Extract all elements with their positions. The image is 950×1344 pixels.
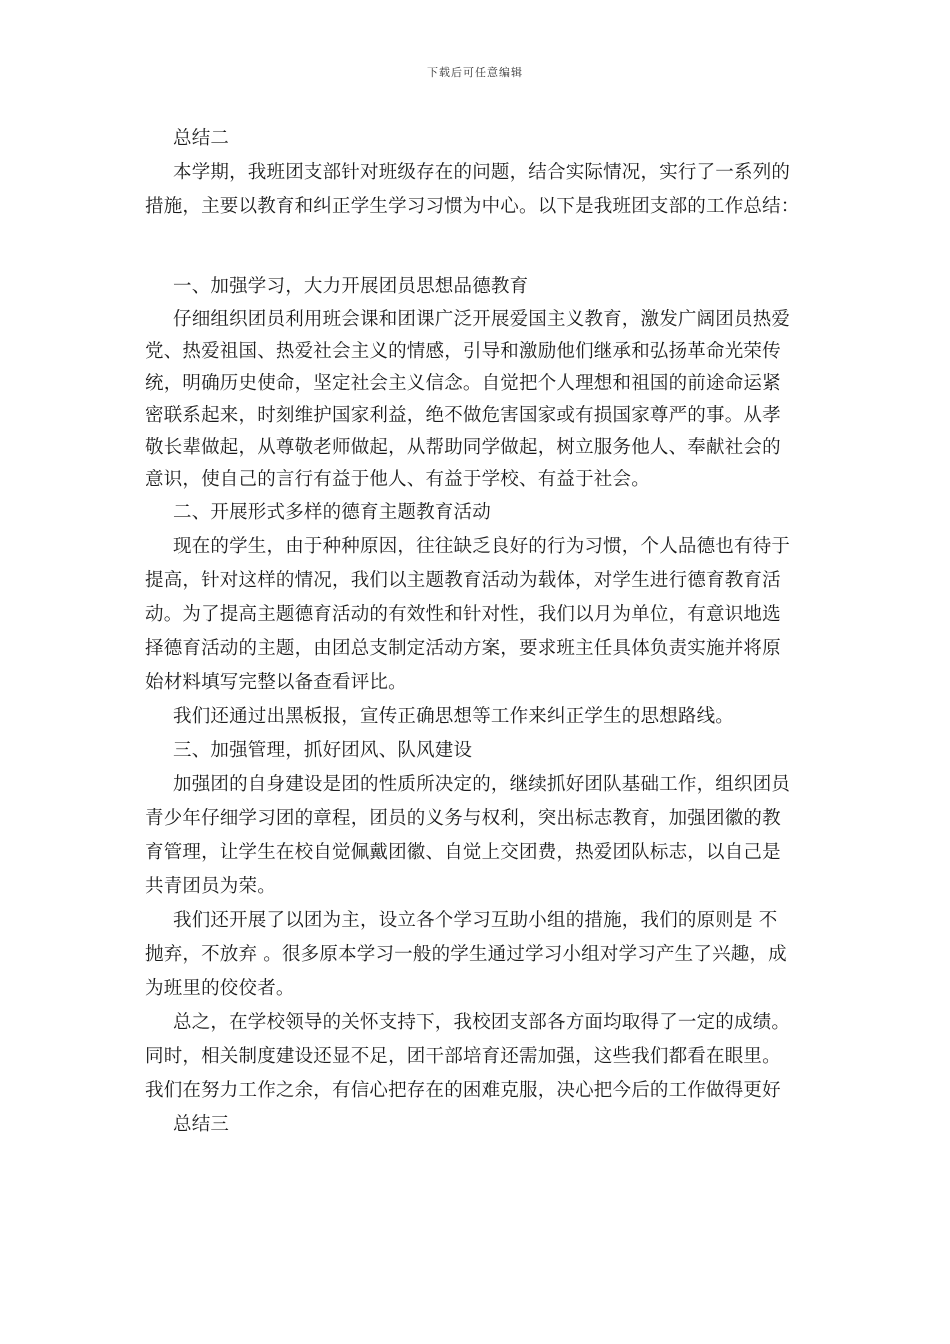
intro-paragraph-line: 措施，主要以教育和纠正学生学习习惯为中心。以下是我班团支部的工作总结： bbox=[145, 196, 800, 217]
paragraph-line: 现在的学生，由于种种原因，往往缺乏良好的行为习惯，个人品德也有待于 bbox=[173, 536, 791, 557]
paragraph-line: 青少年仔细学习团的章程，团员的义务与权利，突出标志教育，加强团徽的教 bbox=[145, 808, 781, 829]
paragraph-spacer bbox=[145, 224, 825, 270]
page-header-note: 下载后可任意编辑 bbox=[427, 66, 523, 79]
paragraph-line: 总之，在学校领导的关怀支持下，我校团支部各方面均取得了一定的成绩。 bbox=[173, 1012, 791, 1033]
paragraph-line: 抛弃，不放弃 。很多原本学习一般的学生通过学习小组对学习产生了兴趣，成 bbox=[145, 944, 787, 965]
document-body bbox=[145, 122, 825, 1142]
intro-paragraph-line: 本学期，我班团支部针对班级存在的问题，结合实际情况，实行了一系列的 bbox=[173, 162, 791, 183]
paragraph-line: 敬长辈做起，从尊敬老师做起，从帮助同学做起，树立服务他人、奉献社会的 bbox=[145, 437, 781, 458]
paragraph-line: 党、热爱祖国、热爱社会主义的情感，引导和激励他们继承和弘扬革命光荣传 bbox=[145, 341, 781, 362]
heading-two: 二、开展形式多样的德育主题教育活动 bbox=[173, 502, 491, 523]
section-title-summary-three: 总结三 bbox=[173, 1114, 230, 1135]
paragraph-line: 加强团的自身建设是团的性质所决定的，继续抓好团队基础工作，组织团员 bbox=[173, 774, 791, 795]
paragraph-line: 共青团员为荣。 bbox=[145, 876, 276, 897]
heading-three: 三、加强管理，抓好团风、队风建设 bbox=[173, 740, 473, 761]
paragraph-line: 我们还通过出黑板报，宣传正确思想等工作来纠正学生的思想路线。 bbox=[173, 706, 735, 727]
section-title-summary-two: 总结二 bbox=[173, 128, 230, 149]
paragraph-line: 提高，针对这样的情况，我们以主题教育活动为载体，对学生进行德育教育活 bbox=[145, 570, 781, 591]
paragraph-line: 仔细组织团员利用班会课和团课广泛开展爱国主义教育，激发广阔团员热爱 bbox=[173, 309, 791, 330]
paragraph-line: 择德育活动的主题，由团总支制定活动方案，要求班主任具体负责实施并将原 bbox=[145, 638, 781, 659]
paragraph-line: 动。为了提高主题德育活动的有效性和针对性，我们以月为单位，有意识地选 bbox=[145, 604, 781, 625]
paragraph-line: 育管理，让学生在校自觉佩戴团徽、自觉上交团费，热爱团队标志，以自己是 bbox=[145, 842, 781, 863]
paragraph-line: 意识，使自己的言行有益于他人、有益于学校、有益于社会。 bbox=[145, 469, 650, 490]
heading-one: 一、加强学习，大力开展团员思想品德教育 bbox=[173, 276, 529, 297]
paragraph-line: 为班里的佼佼者。 bbox=[145, 978, 295, 999]
paragraph-line: 密联系起来，时刻维护国家利益，绝不做危害国家或有损国家尊严的事。从孝 bbox=[145, 405, 781, 426]
paragraph-line: 统，明确历史使命，坚定社会主义信念。自觉把个人理想和祖国的前途命运紧 bbox=[145, 373, 781, 394]
paragraph-line: 我们在努力工作之余，有信心把存在的困难克服，决心把今后的工作做得更好 bbox=[145, 1080, 781, 1101]
paragraph-line: 我们还开展了以团为主，设立各个学习互助小组的措施，我们的原则是 不 bbox=[173, 910, 778, 931]
paragraph-line: 同时，相关制度建设还显不足，团干部培育还需加强，这些我们都看在眼里。 bbox=[145, 1046, 781, 1067]
paragraph-line: 始材料填写完整以备查看评比。 bbox=[145, 672, 407, 693]
